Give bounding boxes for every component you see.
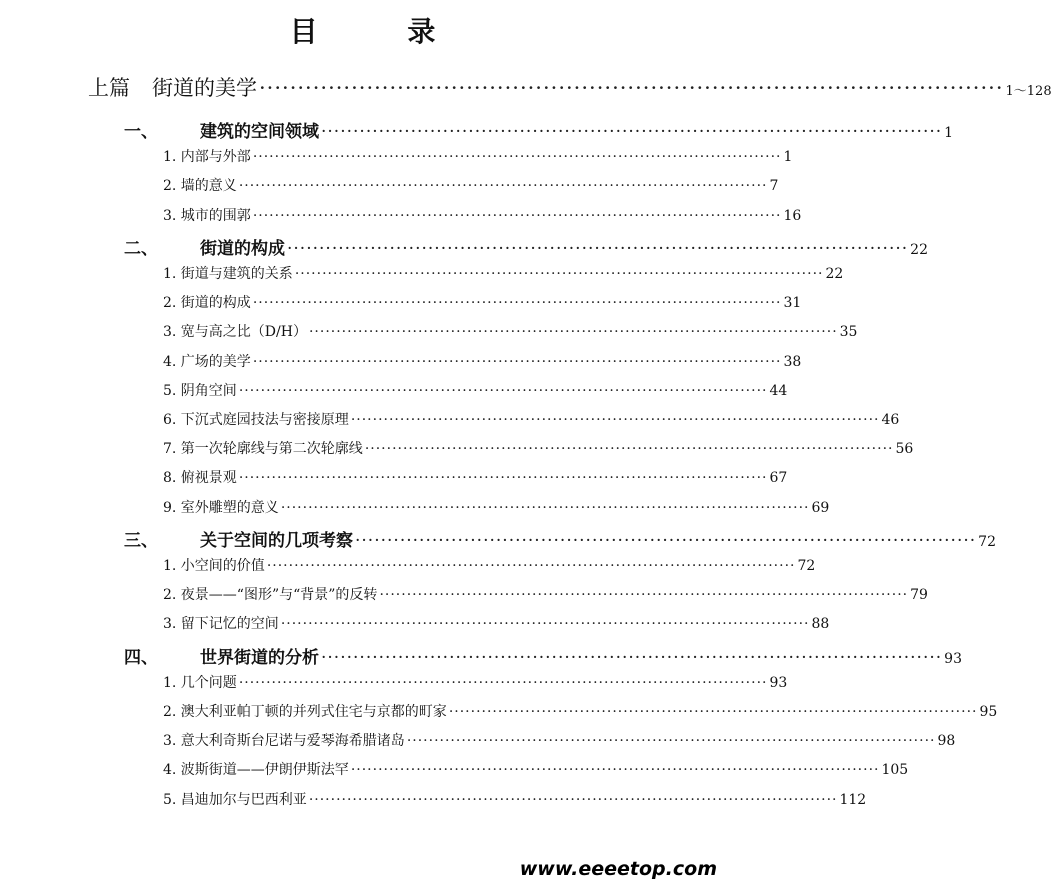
- section-title: 5. 阴角空间: [163, 382, 237, 399]
- page-number: 56: [895, 441, 914, 458]
- section-title: 3. 宽与高之比（D/H）: [163, 324, 307, 341]
- dot-leader: ·································································································: [252, 295, 782, 312]
- toc-section-row[interactable]: [163, 292, 802, 312]
- section-title: 1. 小空间的价值: [163, 558, 265, 574]
- toc-section-row[interactable]: [163, 584, 928, 604]
- section-title: 4. 广场的美学: [163, 353, 251, 370]
- section-title: 7. 第一次轮廓线与第二次轮廓线: [163, 441, 363, 458]
- chapter-title: 街道的构成: [200, 238, 285, 259]
- toc-section-row[interactable]: [163, 613, 830, 633]
- page-number: 95: [979, 704, 998, 720]
- toc-chapter-row[interactable]: [124, 643, 962, 668]
- page-number: 1: [783, 149, 793, 166]
- section-title: 8. 俯视景观: [163, 470, 237, 487]
- dot-leader: ·································································································: [266, 558, 796, 574]
- page-number: 105: [881, 762, 909, 779]
- chapter-number: 二、: [124, 238, 158, 259]
- section-title: 9. 室外雕塑的意义: [163, 499, 279, 516]
- page-number: 16: [783, 207, 802, 224]
- dot-leader: ·································································································: [252, 353, 782, 370]
- dot-leader: ·································································································: [350, 762, 880, 779]
- watermark: www.eeeetop.com: [519, 858, 717, 880]
- part-label: [88, 72, 257, 102]
- dot-leader: ·································································································: [379, 587, 909, 604]
- dot-leader: ·································································································: [238, 382, 768, 399]
- page-number: 112: [839, 791, 867, 808]
- section-title: 4. 波斯街道——伊朗伊斯法罕: [163, 762, 349, 779]
- toc-part-row[interactable]: [88, 72, 1052, 102]
- chapter-label: [124, 643, 319, 668]
- toc-section-row[interactable]: [163, 351, 802, 371]
- page-number: 46: [881, 412, 900, 428]
- dot-leader: ·································································································: [350, 412, 880, 428]
- toc-section-row[interactable]: [163, 497, 830, 517]
- dot-leader: ·································································································: [287, 238, 909, 259]
- section-title: 6. 下沉式庭园技法与密接原理: [163, 412, 349, 428]
- dot-leader: ·································································································: [321, 647, 943, 668]
- dot-leader: ·································································································: [321, 122, 943, 142]
- toc-section-row[interactable]: [163, 380, 788, 400]
- chapter-label: [124, 234, 285, 259]
- section-title: 2. 街道的构成: [163, 295, 251, 312]
- page-number: 79: [910, 587, 928, 604]
- page-number: 44: [769, 382, 788, 399]
- toc-chapter-row[interactable]: [124, 117, 954, 142]
- toc-section-row[interactable]: [163, 146, 793, 166]
- dot-leader: ·································································································: [252, 207, 782, 224]
- chapter-label: [124, 117, 319, 142]
- page-number: 93: [944, 650, 962, 667]
- section-title: 1. 内部与外部: [163, 149, 251, 166]
- page-number: 22: [910, 241, 928, 258]
- section-title: 3. 意大利奇斯台尼诺与爱琴海希腊诸岛: [163, 733, 405, 750]
- dot-leader: ·································································································: [238, 470, 768, 487]
- page-number: 1: [944, 125, 954, 141]
- page-number: 31: [783, 295, 802, 312]
- toc-section-row[interactable]: [163, 759, 909, 779]
- toc-section-row[interactable]: [163, 789, 867, 809]
- page-number: 98: [937, 733, 956, 750]
- dot-leader: ·································································································: [355, 530, 977, 551]
- dot-leader: ·································································································: [238, 178, 768, 195]
- dot-leader: ·································································································: [238, 674, 768, 691]
- section-title: 2. 夜景——“图形”与“背景”的反转: [163, 587, 378, 604]
- section-title: 3. 城市的围郭: [163, 207, 251, 224]
- page-number: 93: [769, 674, 788, 691]
- part-title: 街道的美学: [152, 76, 257, 100]
- toc-chapter-row[interactable]: [124, 526, 996, 551]
- toc-section-row[interactable]: [163, 467, 788, 487]
- page-number: 88: [811, 616, 830, 633]
- dot-leader: ·································································································: [280, 499, 810, 516]
- page-number: 7: [769, 178, 779, 195]
- dot-leader: ·································································································: [308, 791, 838, 808]
- page-number: 38: [783, 353, 802, 370]
- dot-leader: ·································································································: [448, 704, 978, 720]
- part-number: 上篇: [88, 76, 130, 100]
- section-title: 1. 几个问题: [163, 674, 237, 691]
- toc-section-row[interactable]: [163, 438, 914, 458]
- chapter-title: 关于空间的几项考察: [200, 530, 353, 551]
- page-number: 67: [769, 470, 788, 487]
- toc-section-row[interactable]: [163, 175, 779, 195]
- page-number: 22: [825, 266, 844, 282]
- page-number: 69: [811, 499, 830, 516]
- toc-section-row[interactable]: [163, 701, 998, 721]
- dot-leader: ·································································································: [364, 441, 894, 458]
- chapter-label: [124, 526, 353, 551]
- chapter-number: 三、: [124, 530, 158, 551]
- dot-leader: ·································································································: [259, 76, 1004, 100]
- toc-section-row[interactable]: [163, 321, 858, 341]
- chapter-title: 建筑的空间领域: [200, 122, 319, 142]
- toc-section-row[interactable]: [163, 555, 816, 575]
- dot-leader: ·································································································: [252, 149, 782, 166]
- section-title: 2. 墙的意义: [163, 178, 237, 195]
- page-number: 35: [839, 324, 858, 341]
- chapter-title: 世界街道的分析: [200, 647, 319, 668]
- page-number: 72: [978, 533, 996, 550]
- toc-chapter-row[interactable]: [124, 234, 928, 259]
- section-title: 1. 街道与建筑的关系: [163, 266, 293, 282]
- toc-section-row[interactable]: [163, 263, 844, 283]
- toc-section-row[interactable]: [163, 205, 802, 225]
- section-title: 5. 昌迪加尔与巴西利亚: [163, 791, 307, 808]
- toc-section-row[interactable]: [163, 672, 788, 692]
- dot-leader: ·································································································: [294, 266, 824, 282]
- page-number: 1～128: [1005, 84, 1052, 99]
- dot-leader: ·································································································: [406, 733, 936, 750]
- chapter-number: 一、: [124, 122, 158, 142]
- dot-leader: ·································································································: [280, 616, 810, 633]
- page-number: 72: [797, 558, 816, 574]
- page-title: 目 录: [289, 15, 476, 48]
- chapter-number: 四、: [124, 647, 158, 668]
- section-title: 2. 澳大利亚帕丁顿的并列式住宅与京都的町家: [163, 704, 447, 720]
- dot-leader: ·································································································: [308, 324, 838, 341]
- toc-section-row[interactable]: [163, 730, 956, 750]
- toc-section-row[interactable]: [163, 409, 900, 429]
- section-title: 3. 留下记忆的空间: [163, 616, 279, 633]
